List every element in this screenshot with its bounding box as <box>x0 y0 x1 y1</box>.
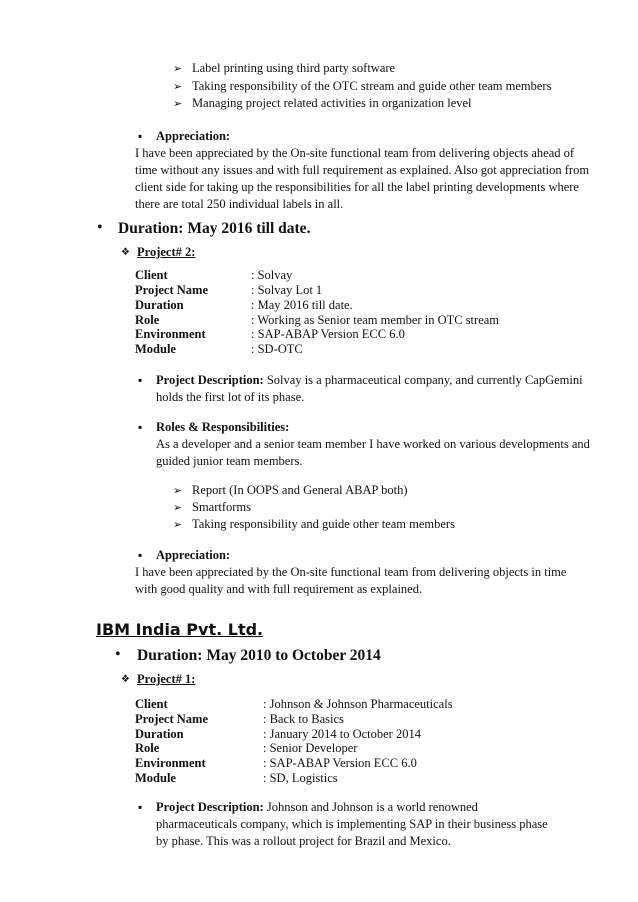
bullet-text: Taking responsibility and guide other team members <box>192 517 455 531</box>
bullet-text: Label printing using third party software <box>192 61 396 75</box>
detail-value: : SD-OTC <box>251 342 303 356</box>
detail-key: Role <box>135 313 160 327</box>
duration-heading: Duration: May 2010 to October 2014 <box>137 647 381 664</box>
project-description-line: holds the first lot of its phase. <box>156 390 305 404</box>
detail-key: Client <box>135 268 168 282</box>
round-bullet-icon <box>115 646 121 664</box>
project-description-label: Project Description: <box>156 800 264 814</box>
detail-key: Module <box>135 342 176 356</box>
detail-key: Environment <box>135 327 206 341</box>
detail-value: : Senior Developer <box>263 741 358 755</box>
detail-key: Environment <box>135 756 206 770</box>
appreciation-line: I have been appreciated by the On-site functional team from delivering objects in time <box>135 565 567 579</box>
bullet-text: Report (In OOPS and General ABAP both) <box>192 483 408 497</box>
roles-line: As a developer and a senior team member I have worked on various developments and <box>156 437 590 451</box>
arrow-bullet-icon <box>173 80 182 93</box>
project-title: Project# 2: <box>137 245 196 259</box>
detail-value: : May 2016 till date. <box>251 298 353 312</box>
roles-heading: Roles & Responsibilities: <box>156 420 290 434</box>
arrow-bullet-icon <box>173 501 182 514</box>
bullet-text: Managing project related activities in organization level <box>192 96 472 110</box>
detail-key: Duration <box>135 727 184 741</box>
detail-value: : Johnson & Johnson Pharmaceuticals <box>263 697 453 711</box>
bullet-text: Taking responsibility of the OTC stream and guide other team members <box>192 79 552 93</box>
appreciation-line: there are total 250 individual labels in all. <box>135 197 344 211</box>
diamond-bullet-icon <box>121 247 130 258</box>
detail-value: : January 2014 to October 2014 <box>263 727 421 741</box>
project-description-line: by phase. This was a rollout project for Brazil and Mexico. <box>156 834 451 848</box>
project-title: Project# 1: <box>137 672 196 686</box>
detail-key: Project Name <box>135 712 208 726</box>
detail-value: : Solvay Lot 1 <box>251 283 323 297</box>
project-description-label: Project Description: <box>156 373 264 387</box>
detail-key: Project Name <box>135 283 208 297</box>
detail-value: : SAP-ABAP Version ECC 6.0 <box>251 327 405 341</box>
square-bullet-icon <box>138 800 142 815</box>
appreciation-line: time without any issues and with full requirement as explained. Also got appreciation from <box>135 163 590 177</box>
appreciation-line: I have been appreciated by the On-site functional team from delivering objects ahead of <box>135 146 575 160</box>
project-description-line: pharmaceuticals company, which is implementing SAP in their business phase <box>156 817 548 831</box>
bullet-text: Smartforms <box>192 500 252 514</box>
detail-key: Client <box>135 697 168 711</box>
detail-value: : SD, Logistics <box>263 771 338 785</box>
arrow-bullet-icon <box>173 62 182 75</box>
detail-key: Duration <box>135 298 184 312</box>
round-bullet-icon <box>97 219 103 237</box>
detail-key: Role <box>135 741 160 755</box>
detail-value: : Working as Senior team member in OTC stream <box>251 313 500 327</box>
project-description-line <box>156 373 583 388</box>
appreciation-line: client side for taking up the responsibilities for all the label printing developments where <box>135 180 579 194</box>
detail-value: : Solvay <box>251 268 293 282</box>
arrow-bullet-icon <box>173 518 182 531</box>
project-description-text: Johnson and Johnson is a world renowned <box>266 800 478 814</box>
appreciation-line: with good quality and with full requirement as explained. <box>135 582 423 596</box>
square-bullet-icon <box>138 420 142 435</box>
project-description-text: Solvay is a pharmaceutical company, and currently CapGemini <box>266 373 583 387</box>
detail-value: : Back to Basics <box>263 712 344 726</box>
arrow-bullet-icon <box>173 484 182 497</box>
square-bullet-icon <box>138 548 142 563</box>
project-description-line <box>156 800 478 815</box>
appreciation-heading: Appreciation: <box>156 548 231 562</box>
detail-value: : SAP-ABAP Version ECC 6.0 <box>263 756 417 770</box>
detail-key: Module <box>135 771 176 785</box>
appreciation-heading: Appreciation: <box>156 129 231 143</box>
company-heading: IBM India Pvt. Ltd. <box>96 620 264 639</box>
arrow-bullet-icon <box>173 97 182 110</box>
diamond-bullet-icon <box>121 674 130 685</box>
square-bullet-icon <box>138 129 142 144</box>
duration-heading: Duration: May 2016 till date. <box>118 220 311 237</box>
roles-line: guided junior team members. <box>156 454 303 468</box>
square-bullet-icon <box>138 373 142 388</box>
